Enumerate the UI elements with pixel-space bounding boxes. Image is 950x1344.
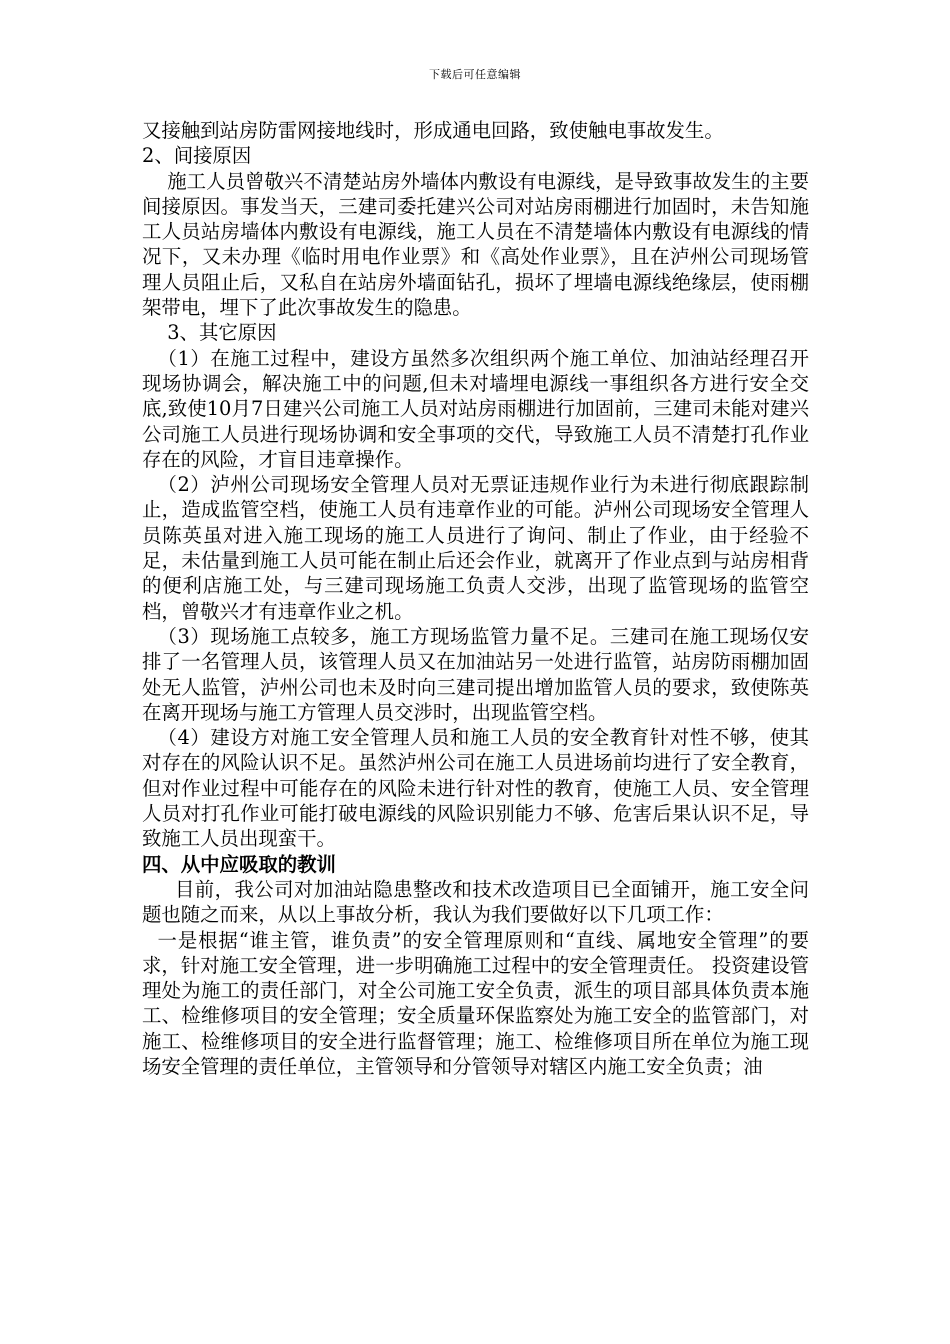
section-heading-other-causes: 3、其它原因 [167, 321, 277, 345]
paragraph-other-cause-4: （4）建设方对施工安全管理人员和施工人员的安全教育针对性不够，使其对存在的风险认识不足。虽然泸州公司在施工人员进场前均进行了安全教育，但对作业过程中可能存在的风险未进行针对性的教育，使施工人员、安全管理人员对打孔作业可能打破电源线的风险识别能力不够、危害后果认识不足，导致施工人员出现蛮干。 [142, 726, 809, 851]
paragraph-continuation: 又接触到站房防雷网接地线时，形成通电回路，致使触电事故发生。 [142, 119, 724, 142]
page-header: 下载后可任意编辑 [429, 68, 521, 81]
paragraph-lesson-1: 一是根据“谁主管，谁负责”的安全管理原则和“直线、属地安全管理”的要求，针对施工安全管理，进一步明确施工过程中的安全管理责任。 投资建设管理处为施工的责任部门，对全公司施工安全负责，派生的项目部具体负责本施工、检维修项目的安全管理；安全质量环保监察处为施工安全的监管部门，对施工、检维修项目的安全进行监督管理；施工、检维修项目所在单位为施工现场安全管理的责任单位，主管领导和分管领导对辖区内施工安全负责；油 [142, 928, 809, 1078]
paragraph-other-cause-2: （2）泸州公司现场安全管理人员对无票证违规作业行为未进行彻底跟踪制止，造成监管空档，使施工人员有违章作业的可能。泸州公司现场安全管理人员陈英虽对进入施工现场的施工人员进行了询问、制止了作业，由于经验不足，未估量到施工人员可能在制止后还会作业，就离开了作业点到与站房相背的便利店施工处，与三建司现场施工负责人交涉，出现了监管现场的监管空档，曾敬兴才有违章作业之机。 [142, 473, 809, 623]
paragraph-other-cause-3: （3）现场施工点较多，施工方现场监管力量不足。三建司在施工现场仅安排了一名管理人员，该管理人员又在加油站另一处进行监管，站房防雨棚加固处无人监管，泸州公司也未及时向三建司提出增加监管人员的要求，致使陈英在离开现场与施工方管理人员交涉时，出现监管空档。 [142, 624, 809, 724]
paragraph-lessons-intro: 目前，我公司对加油站隐患整改和技术改造项目已全面铺开，施工安全问题也随之而来，从以上事故分析，我认为我们要做好以下几项工作： [142, 877, 809, 927]
paragraph-other-cause-1: （1）在施工过程中，建设方虽然多次组织两个施工单位、加油站经理召开现场协调会，解决施工中的问题,但未对墙埋电源线一事组织各方进行安全交底,致使10月7日建兴公司施工人员对站房雨棚进行加固前，三建司未能对建兴公司施工人员进行现场协调和安全事项的交代，导致施工人员不清楚打孔作业存在的风险，才盲目违章操作。 [142, 346, 809, 471]
paragraph-indirect-cause: 施工人员曾敬兴不清楚站房外墙体内敷设有电源线，是导致事故发生的主要间接原因。事发当天，三建司委托建兴公司对站房雨棚进行加固时，未告知施工人员站房墙体内敷设有电源线，施工人员在不清楚墙体内敷设有电源线的情况下，又未办理《临时用电作业票》和《高处作业票》，且在泸州公司现场管理人员阻止后，又私自在站房外墙面钻孔，损坏了埋墙电源线绝缘层，使雨棚架带电，埋下了此次事故发生的隐患。 [142, 169, 809, 320]
document-body [142, 118, 809, 1079]
section-heading-indirect-cause: 2、间接原因 [142, 144, 252, 168]
section-heading-lessons: 四、从中应吸取的教训 [142, 852, 336, 876]
